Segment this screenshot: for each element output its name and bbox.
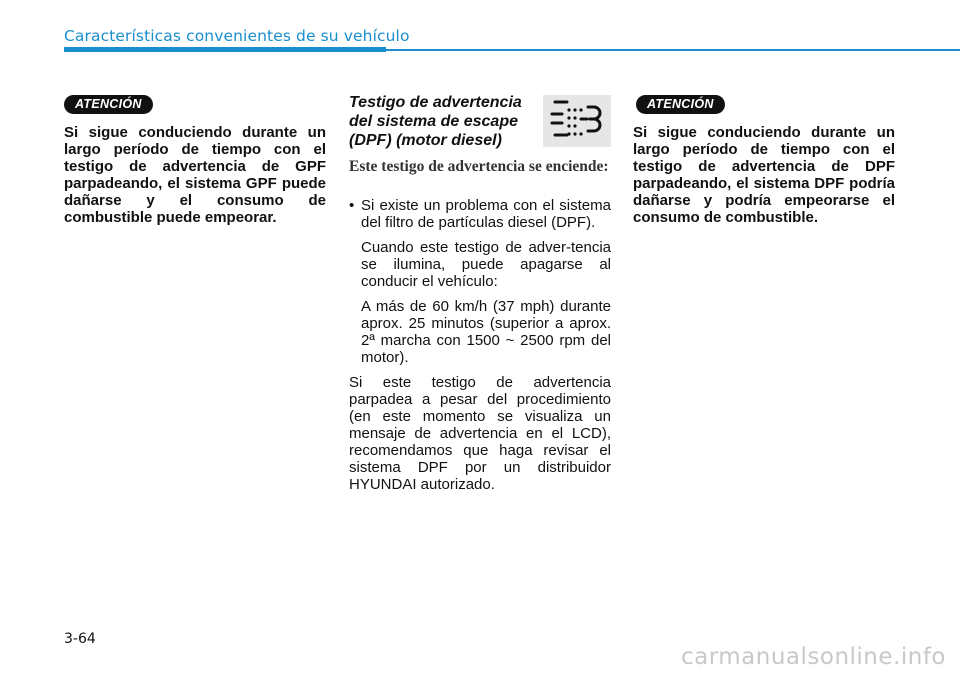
body-paragraph: Si este testigo de advertencia parpadea a pesar del procedimiento (en este momento se visualiza un mensaje de advertencia en el LCD), recomendamos que haga revisar el sistema DPF por un distribuidor HYUNDAI autorizado. xyxy=(349,374,611,493)
header-rule-line xyxy=(386,49,960,51)
section-title: Testigo de advertencia del sistema de escape (DPF) (motor diesel) xyxy=(349,94,522,149)
attention-text-left: Si sigue conduciendo durante un largo período de tiempo con el testigo de advertencia de GPF parpadeando, el sistema GPF puede dañarse y el consumo de combustible puede empeorar. xyxy=(64,124,326,226)
header-rule-accent xyxy=(64,47,386,52)
dpf-warning-icon xyxy=(543,95,611,147)
page-number: 3-64 xyxy=(64,631,96,647)
subheading: Este testigo de advertencia se enciende: xyxy=(349,158,609,175)
bullet-text: Si existe un problema con el sistema del filtro de partículas diesel (DPF). xyxy=(361,197,611,231)
indented-paragraph-2: A más de 60 km/h (37 mph) durante aprox. 25 minutos (superior a aprox. 2ª marcha con 1500 ~ 2500 rpm del motor). xyxy=(361,298,611,366)
watermark: carmanualsonline.info xyxy=(680,644,946,670)
bullet-marker: • xyxy=(349,197,355,214)
attention-badge-left: ATENCIÓN xyxy=(64,95,153,114)
body-text xyxy=(349,197,611,501)
attention-text-right: Si sigue conduciendo durante un largo período de tiempo con el testigo de advertencia de DPF parpadeando, el sistema DPF podría dañarse y podría empeorarse el consumo de combustible. xyxy=(633,124,895,226)
indented-paragraph-1: Cuando este testigo de adver-tencia se ilumina, puede apagarse al conducir el vehículo: xyxy=(361,239,611,290)
bullet-item xyxy=(349,197,611,231)
section-header-title: Características convenientes de su vehículo xyxy=(64,27,410,45)
attention-badge-right: ATENCIÓN xyxy=(636,95,725,114)
